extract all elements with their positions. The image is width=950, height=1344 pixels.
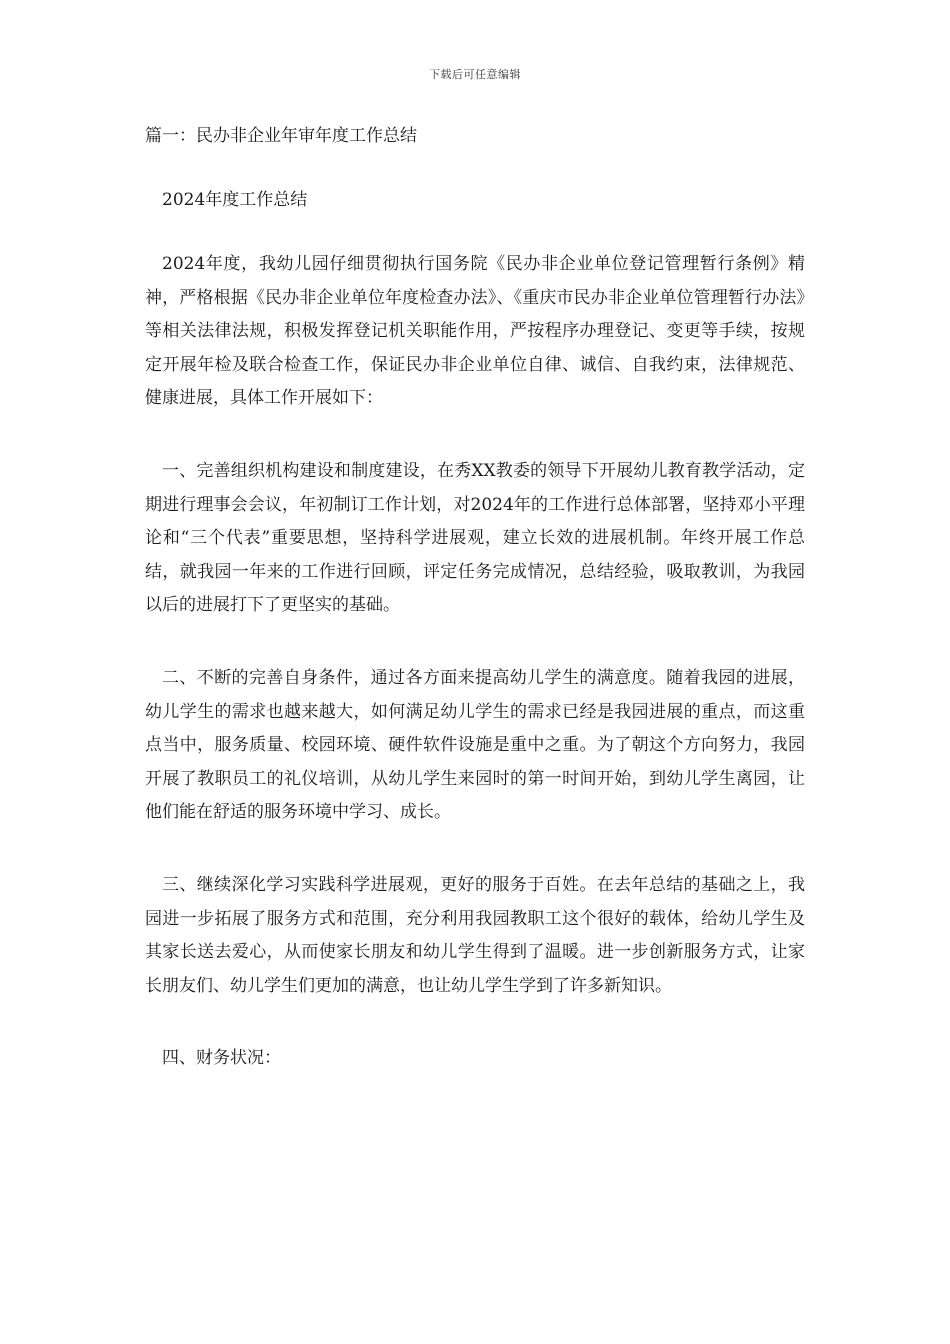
paragraph-section-1: 一、完善组织机构建设和制度建设，在秀XX教委的领导下开展幼儿教育教学活动，定期进行理事会会议，年初制订工作计划，对2024年的工作进行总体部署，坚持邓小平理论和“三个代表”重要思想，坚持科学进展观，建立长效的进展机制。年终开展工作总结，就我园一年来的工作进行回顾，评定任务完成情况，总结经验，吸取教训，为我园以后的进展打下了更坚实的基础。: [145, 460, 805, 616]
section-heading-finance: 四、财务状况：: [162, 1048, 281, 1069]
paragraph-section-3: 三、继续深化学习实践科学进展观，更好的服务于百姓。在去年总结的基础之上，我园进一步拓展了服务方式和范围，充分利用我园教职工这个很好的载体，给幼儿学生及其家长送去爱心，从而使家长朋友和幼儿学生得到了温暖。进一步创新服务方式，让家长朋友们、幼儿学生们更加的满意，也让幼儿学生学到了许多新知识。: [145, 874, 805, 996]
document-body: [145, 118, 805, 1076]
paragraph-section-2: 二、不断的完善自身条件，通过各方面来提高幼儿学生的满意度。随着我园的进展，幼儿学生的需求也越来越大，如何满足幼儿学生的需求已经是我园进展的重点，而这重点当中，服务质量、校园环境、硬件软件设施是重中之重。为了朝这个方向努力，我园开展了教职员工的礼仪培训，从幼儿学生来园时的第一时间开始，到幼儿学生离园，让他们能在舒适的服务环境中学习、成长。: [145, 667, 805, 823]
document-subtitle: 2024年度工作总结: [162, 190, 308, 210]
paragraph-intro: 2024年度，我幼儿园仔细贯彻执行国务院《民办非企业单位登记管理暂行条例》精神，严格根据《民办非企业单位年度检查办法》、《重庆市民办非企业单位管理暂行办法》等相关法律法规，积极发挥登记机关职能作用，严按程序办理登记、变更等手续，按规定开展年检及联合检查工作，保证民办非企业单位自律、诚信、自我约束，法律规范、健康进展，具体工作开展如下：: [145, 254, 805, 409]
document-title: 篇一：民办非企业年审年度工作总结: [145, 126, 417, 146]
header-note: 下载后可任意编辑: [429, 68, 521, 81]
